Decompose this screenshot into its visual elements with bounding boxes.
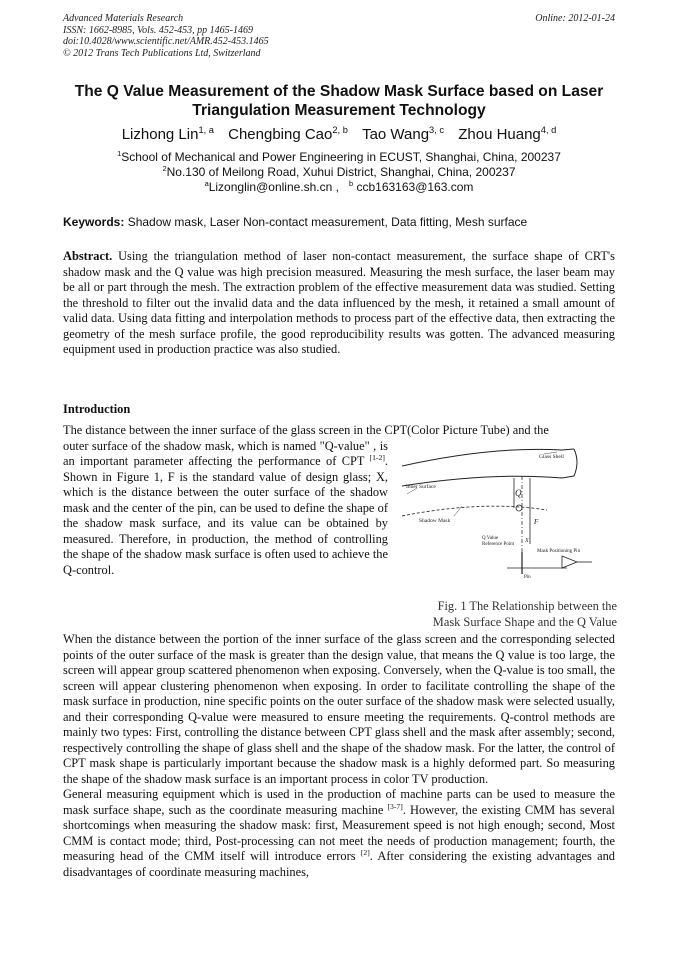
figure-1-caption: Fig. 1 The Relationship between the Mask Surface Shape and the Q Value [432,599,617,629]
journal-name: Advanced Materials Research [63,13,184,24]
figure-1-diagram [402,444,617,599]
keywords [63,215,618,229]
abstract [63,249,615,358]
label-q-value-ref-2: Reference Point [482,542,515,547]
label-q-value-ref: Q Value [482,536,499,541]
keywords-label: Keywords: [63,215,125,229]
issn-line: ISSN: 1662-8985, Vols. 452-453, pp 1465-1469 [63,24,253,36]
intro-wrap-paragraph: outer surface of the shadow mask, which is named "Q-value" , is an important parameter affecting the performance of CPT [1-2]. Shown in Figure 1, F is the standard value of design glass; X, which is the distance between the outer surface of the shadow mask and the center of the pin, can be used to define the shape of the shadow mask surface, and its value can be obtained by measured. Therefore, in production, the method of controlling the shape of the shadow mask surface is often used to achieve the Q-control. [63,438,388,577]
affiliation-2: $^2$No.130 of Meilong Road, Xuhui District, Shanghai, China, 200237 [162,164,516,179]
author-list [40,126,638,143]
label-shadow-mask: Shadow Mask [419,518,451,524]
label-q: Q [515,488,522,498]
intro-first-line: The distance between the inner surface of the glass screen in the CPT(Color Picture Tube) and the [63,423,549,437]
citation[interactable]: [1-2] [369,452,385,462]
label-pin: Pin [524,575,531,580]
paper-title: The Q Value Measurement of the Shadow Mask Surface based on Laser Triangulation Measurement Technology [74,83,604,119]
label-mask-pin: Mask Positioning Pin [537,549,581,554]
figure-1 [402,444,617,599]
paragraph: When the distance between the portion of the inner surface of the glass screen and the corresponding selected points of the outer surface of the mask is greater than the design value, that means the Q value is too large, the screen will appear group scattered phenomenon when exposing. Conversely, when the Q-value is too small, the screen will appear clustering phenomenon when exposing. In order to facilitate controlling the shape of the mask surface in production, nine specific points on the outer surface of the shadow mask were selected usually, and their corresponding Q-value were measured to ensure meeting the requirements. Q-control methods are mainly two types: First, controlling the distance between CPT glass shell and the mask after assembly; second, respectively controlling the shape of glass shell and the shape of the shadow mask. For the latter, the control of CPT mask shape is particularly important because the shadow mask is a highly deformed part. So measuring the shape of the shadow mask surface is an important process in color TV production. [63,632,615,786]
label-x: X [525,538,529,544]
section-heading: Introduction [63,402,131,416]
copyright-line: © 2012 Trans Tech Publications Ltd, Switzerland [63,47,261,59]
author-emails: $^a$Lizonglin@online.sh.cn , $^b$ ccb163163@163.com [204,179,474,194]
author: Lizhong Lin$^{1, a}$ [121,125,214,143]
author: Zhou Huang$^{4, d}$ [458,125,557,143]
citation[interactable]: [3-7] [387,801,403,811]
label-inner-surface: Inner Surface [406,484,436,490]
label-f: F [534,518,539,526]
journal-header [63,13,615,59]
shadow-mask-line [402,506,547,516]
author: Chengbing Cao$^{2, b}$ [228,125,348,143]
doi-line: doi:10.4028/www.scientific.net/AMR.452-453.1465 [63,36,269,47]
email-link[interactable]: Lizonglin@online.sh.cn , [208,180,339,194]
online-date: Online: 2012-01-24 [535,13,615,24]
author: Tao Wang$^{3, c}$ [362,125,445,143]
abstract-text: Using the triangulation method of laser non-contact measurement, the surface shape of CRT's shadow mask and the Q value was high precision measured. Measuring the mesh surface, the laser beam may be all or part through the mesh. The extraction problem of the effective measurement data was studied. Setting the threshold to filter out the invalid data and the data influenced by the mesh, it retained a small amount of valid data. Using data fitting and interpolation methods to process part of the effective data, then extracting the geometry of the mesh surface profile, the good reproducibility results was gotten. The advanced measuring equipment used in production practice was also studied. [63,249,615,356]
label-glass-shell: Glass Shell [539,454,564,460]
intro-body [63,632,615,880]
affiliation-1: $^1$School of Mechanical and Power Engineering in ECUST, Shanghai, China, 200237 [117,149,561,164]
paragraph: General measuring equipment which is used in the production of machine parts can be used to measure the mask surface shape, such as the coordinate measuring machine [3-7]. However, the existing CMM has several shortcomings when measuring the shadow mask: first, Measurement speed is not high enough; second, Most CMM is contact mode; third, Post-processing can not meet the needs of production management; fourth, the measuring head of the CMM itself will introduce errors [2]. After considering the existing advantages and disadvantages of coordinate measuring machines, [63,787,615,879]
keywords-text: Shadow mask, Laser Non-contact measurement, Data fitting, Mesh surface [127,215,528,229]
abstract-label: Abstract. [63,249,113,263]
citation[interactable]: [2] [360,847,370,857]
email-link[interactable]: ccb163163@163.com [356,180,474,194]
